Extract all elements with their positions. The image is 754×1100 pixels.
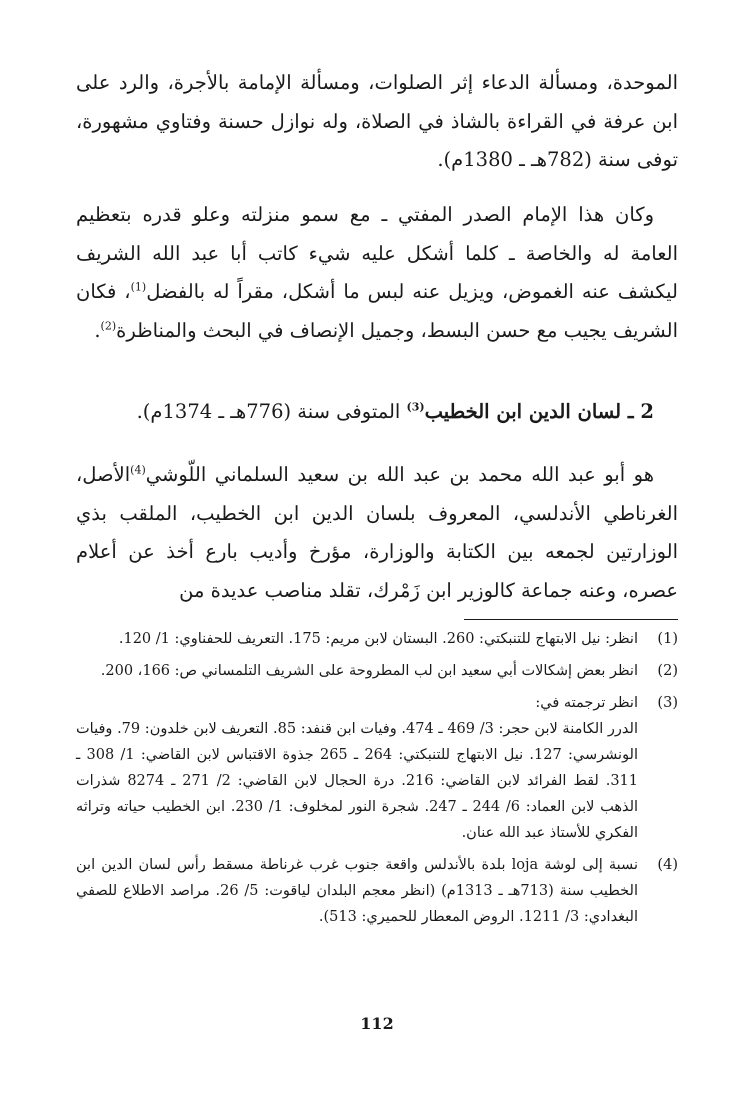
footnote-number: (2) [657,663,678,679]
footnote-ref-3[interactable]: (3) [406,400,425,414]
footnote-separator [464,619,678,620]
footnote-number: (4) [657,857,678,873]
footnote-text: انظر ترجمته في: [535,695,638,711]
footnote [76,852,678,930]
paragraph-imam: وكان هذا الإمام الصدر المفتي ـ مع سمو منزلته وعلو قدره بتعظيم العامة له والخاصة ـ كلما أشكل عليه شيء كاتب أبا عبد الله الشريف ليكشف عنه الغموض، ويزيل عنه لبس ما أشكل، مقراً له بالفضل$^{(1)}$، فكان الشريف يجيب مع حسن البسط، وجميل الإنصاف في البحث والمناظرة$^{(2)}$. [76,203,678,342]
footnote-ref-2[interactable]: (2) [100,319,117,332]
paragraph-text: وكان هذا الإمام الصدر المفتي ـ مع سمو منزلته وعلو قدره بتعظيم العامة له والخاصة ـ كلما أشكل عليه شيء كاتب أبا عبد الله الشريف ليكشف عنه الغموض، ويزيل عنه لبس ما أشكل، مقراً له بالفضل [76,203,678,303]
page-number: 112 [360,1014,394,1033]
footnote [76,690,678,846]
paragraph-text: ، فكان الشريف يجيب مع حسن البسط، وجميل الإنصاف في البحث والمناظرة [76,280,678,342]
section-dates: المتوفى سنة (776هـ ـ 1374م). [136,400,407,423]
footnote-text: انظر: نيل الابتهاج للتنبكتي: 260. البستان لابن مريم: 175. التعريف للحفناوي: 1/ 120. [118,631,638,647]
footnote-ref-1[interactable]: (1) [130,280,147,294]
section-heading [76,396,678,428]
footnote [76,658,678,684]
paragraph-biography [76,456,678,610]
paragraph-text: هو أبو عبد الله محمد بن عبد الله بن سعيد السلماني اللّوشي [145,463,654,486]
paragraph-text: الأصل، الغرناطي الأندلسي، المعروف بلسان الدين ابن الخطيب، الملقب بذي الوزارتين لجمعه بين الكتابة والوزارة، مؤرخ وأديب بارع أخذ عن أعلام عصره، وعنه جماعة كالوزير ابن زَمْرك، تقلد مناصب عديدة من [76,463,678,602]
footnote-number: (1) [657,631,678,647]
footnote-ref-4[interactable]: (4) [130,463,146,477]
paragraph-text: الموحدة، ومسألة الدعاء إثر الصلوات، ومسألة الإمامة بالأجرة، والرد على ابن عرفة في القراءة بالشاذ في الصلاة، وله نوازل حسنة وفتاوي مشهورة، توفى سنة (782هـ ـ 1380م). [76,71,678,171]
footnote-text: نسبة إلى لوشة loja بلدة بالأندلس واقعة جنوب غرب غرناطة مسقط رأس لسان الدين ابن الخطيب سنة (713هـ ـ 1313م) (انظر معجم البلدان لياقوت: 5/ 26. مراصد الاطلاع للصفي البغدادي: 3/ 1211. الروض المعطار للحميري: 513). [76,857,639,925]
footnote-number: (3) [657,695,678,711]
section-title: 2 ـ لسان الدين ابن الخطيب [424,400,654,423]
paragraph-continued [76,64,678,180]
footnote-text: الدرر الكامنة لابن حجر: 3/ 469 ـ 474. وفيات ابن قنفد: 85. التعريف لابن خلدون: 79. وفيات الونشرسي: 127. نيل الابتهاج للتنبكتي: 264 ـ 265 جذوة الاقتباس لابن القاضي: 1/ 308 ـ 311. لقط الفرائد لابن القاضي: 216. درة الحجال لابن القاضي: 2/ 271 ـ 8274 شذرات الذهب لابن العماد: 6/ 244 ـ 247. شجرة النور لمخلوف: 1/ 230. ابن الخطيب حياته وتراثه الفكري للأستاذ عبد الله عنان. [76,721,639,841]
footnotes [76,626,678,936]
footnote [76,626,678,652]
footnote-text: انظر بعض إشكالات أبي سعيد ابن لب المطروحة على الشريف التلمساني ص: 166، 200. [100,663,638,679]
